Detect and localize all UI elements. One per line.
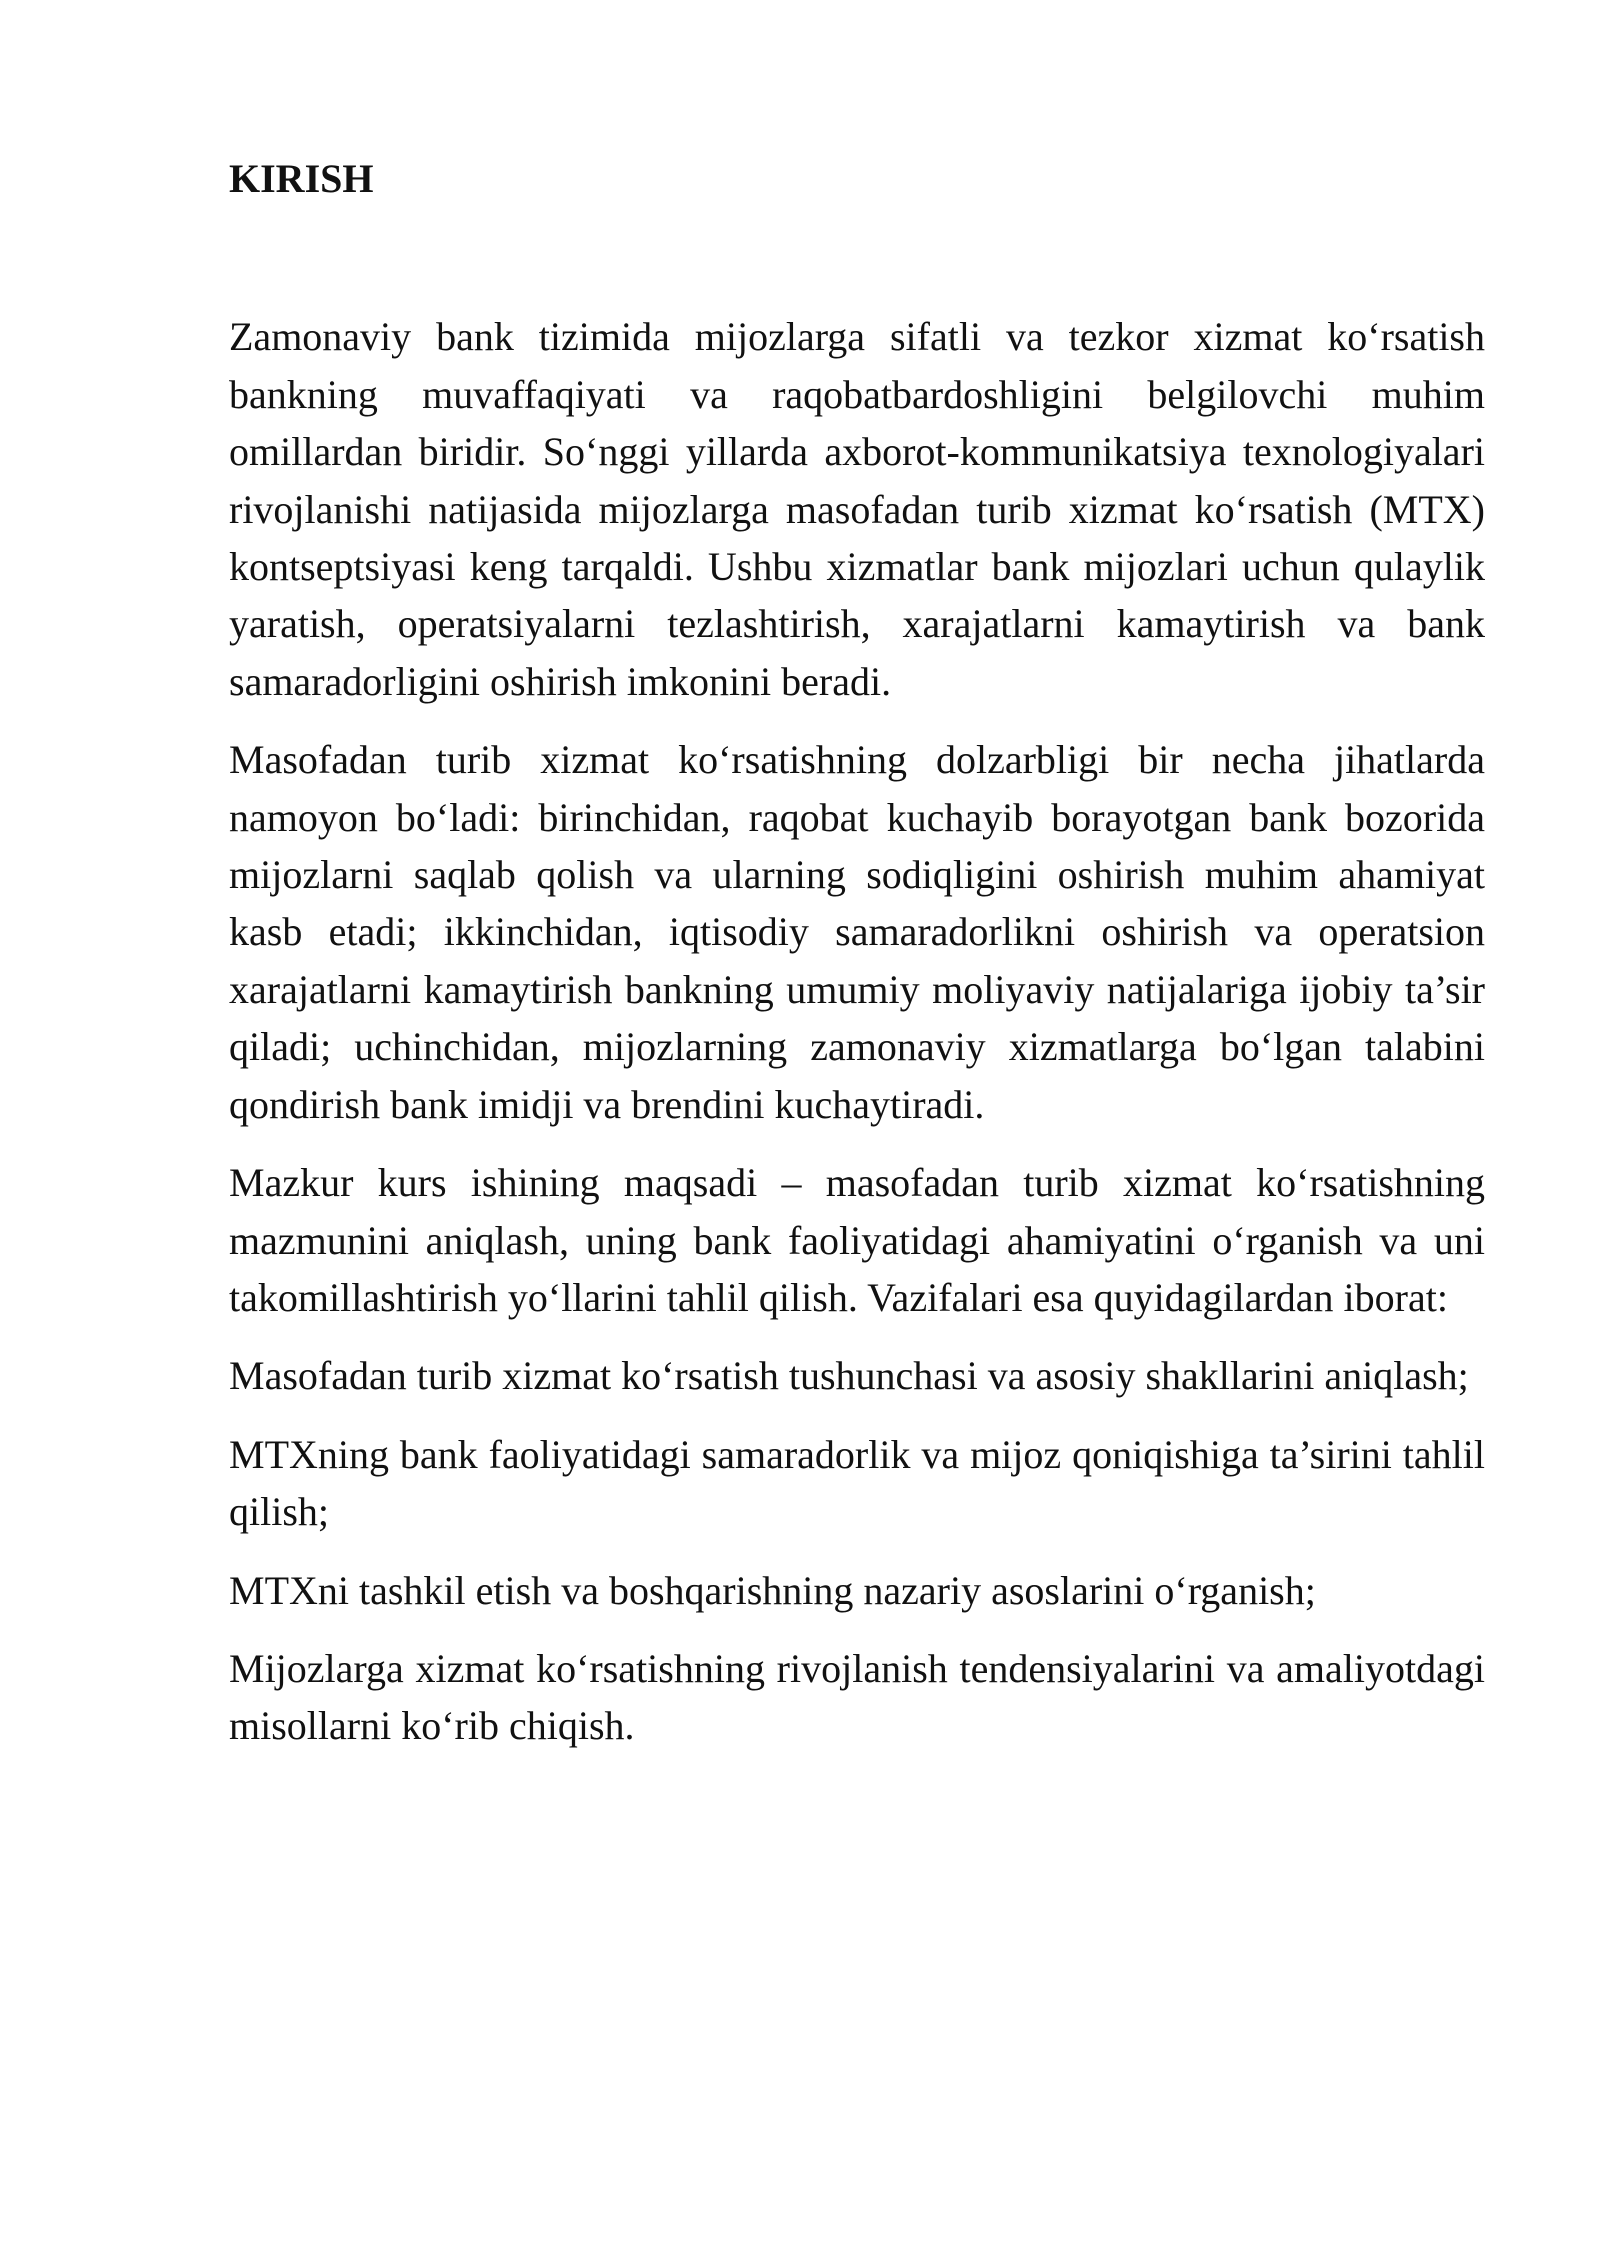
task-item-4: Mijozlarga xizmat ko‘rsatishning rivojlanish tendensiyalarini va amaliyotdagi misollarni ko‘rib chiqish.	[229, 1645, 1485, 1749]
section-heading: KIRISH	[229, 156, 374, 201]
task-item-1: Masofadan turib xizmat ko‘rsatish tushunchasi va asosiy shakllarini aniqlash;	[229, 1353, 1469, 1399]
relevance-paragraph: Masofadan turib xizmat ko‘rsatishning dolzarbligi bir necha jihatlarda namoyon bo‘ladi: birinchidan, raqobat kuchayib borayotgan bank bozorida mijozlarni saqlab qolish va ularning sodiqligini oshirish muhim ahamiyat kasb etadi; ikkinchidan, iqtisodiy samaradorlikni oshirish va operatsion xarajatlarni kamaytirish bankning umumiy moliyaviy natijalariga ijobiy ta’sir qiladi; uchinchidan, mijozlarning zamonaviy xizmatlarga bo‘lgan talabini qondirish bank imidji va brendini kuchaytiradi.	[229, 737, 1485, 1127]
task-item-2: MTXning bank faoliyatidagi samaradorlik va mijoz qoniqishiga ta’sirini tahlil qilish;	[229, 1431, 1485, 1535]
intro-paragraph: Zamonaviy bank tizimida mijozlarga sifatli va tezkor xizmat ko‘rsatish bankning muvaffaqiyati va raqobatbardoshligini belgilovchi muhim omillardan biridir. So‘nggi yillarda axborot-kommunikatsiya texnologiyalari rivojlanishi natijasida mijozlarga masofadan turib xizmat ko‘rsatish (MTX) kontseptsiyasi keng tarqaldi. Ushbu xizmatlar bank mijozlari uchun qulaylik yaratish, operatsiyalarni tezlashtirish, xarajatlarni kamaytirish va bank samaradorligini oshirish imkonini beradi.	[229, 314, 1485, 704]
document-body	[229, 150, 1485, 1755]
goal-paragraph: Mazkur kurs ishining maqsadi – masofadan turib xizmat ko‘rsatishning mazmunini aniqlash, uning bank faoliyatidagi ahamiyatini o‘rganish va uni takomillashtirish yo‘llarini tahlil qilish. Vazifalari esa quyidagilardan iborat:	[229, 1160, 1485, 1320]
task-item-3: MTXni tashkil etish va boshqarishning nazariy asoslarini o‘rganish;	[229, 1567, 1316, 1613]
